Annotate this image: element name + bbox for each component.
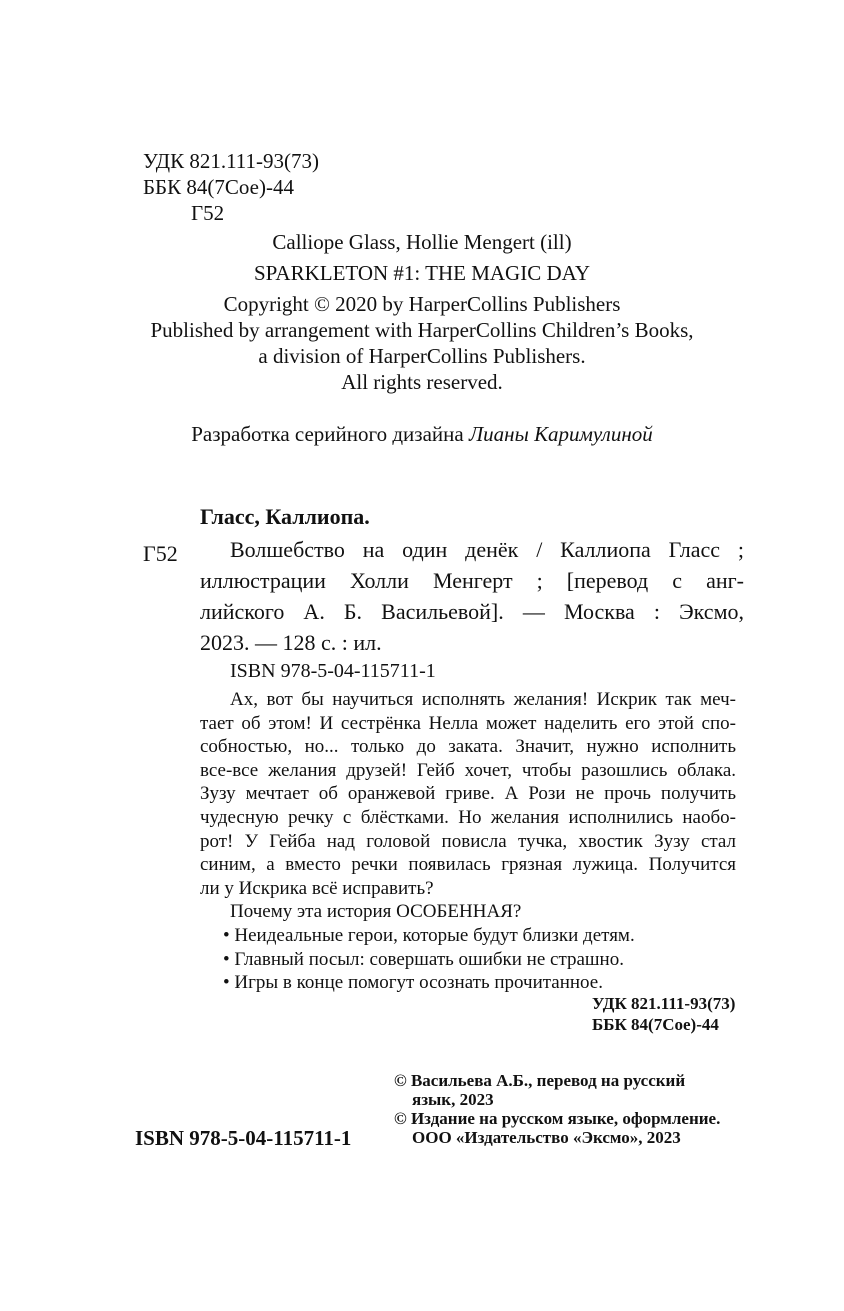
bibliographic-line: Волшебство на один денёк / Каллиопа Гласс ; xyxy=(230,537,744,562)
copyright-notice: © Издание на русском языке, оформление. xyxy=(394,1109,721,1128)
author-heading: Гласс, Каллиопа. xyxy=(200,504,370,529)
design-credit xyxy=(0,422,844,447)
original-authors: Calliope Glass, Hollie Mengert (ill) xyxy=(272,230,572,254)
annotation-line: все-все желания друзей! Гейб хочет, чтобы разошлись облака. xyxy=(200,759,736,781)
design-credit-text: Разработка серийного дизайна xyxy=(191,422,469,446)
annotation-line: собностью, но... только до заката. Значит, нужно исполнить xyxy=(200,736,736,758)
annotation-bullet: • Главный посыл: совершать ошибки не страшно. xyxy=(223,948,624,970)
copyright-notice: © Васильева А.Б., перевод на русский xyxy=(394,1071,686,1090)
isbn-record: ISBN 978-5-04-115711-1 xyxy=(230,660,436,682)
annotation-bullet: • Неидеальные герои, которые будут близки детям. xyxy=(223,924,635,946)
bbk-code: ББК 84(7Сое)-44 xyxy=(143,175,294,199)
bibliographic-description xyxy=(200,534,744,658)
bibliographic-line: иллюстрации Холли Менгерт ; [перевод с анг- xyxy=(200,568,744,593)
copyright-notices xyxy=(394,1071,720,1147)
annotation-line: Ах, вот бы научиться исполнять желания! Искрик так меч- xyxy=(230,689,736,710)
annotation-line: чудесную речку с блёстками. Но желания исполнились наобо- xyxy=(200,806,736,828)
bibliographic-mark: Г52 xyxy=(143,541,178,566)
annotation-line: рот! У Гейба над головой повисла тучка, хвостик Зузу стал xyxy=(200,830,736,852)
copyright-notice-cont: ООО «Издательство «Эксмо», 2023 xyxy=(412,1128,681,1147)
publisher-arrangement: Published by arrangement with HarperCollins Children’s Books, xyxy=(150,318,694,342)
udk-code: УДК 821.111-93(73) xyxy=(592,994,736,1013)
udk-code: УДК 821.111-93(73) xyxy=(143,149,319,173)
annotation-line: ли у Искрика всё исправить? xyxy=(200,877,434,899)
annotation-line: синим, а вместо речки появилась грязная лужица. Получится xyxy=(200,854,736,876)
copyright-notice-cont: язык, 2023 xyxy=(412,1090,494,1109)
bibliographic-line: лийского А. Б. Васильевой]. — Москва : Эксмо, xyxy=(200,599,744,624)
bbk-code: ББК 84(7Сое)-44 xyxy=(592,1015,719,1034)
classification-codes-bottom xyxy=(592,993,735,1035)
annotation xyxy=(200,688,736,995)
copyright-line: Copyright © 2020 by HarperCollins Publishers xyxy=(223,292,621,316)
isbn-bottom: ISBN 978-5-04-115711-1 xyxy=(135,1126,352,1150)
classification-codes-top xyxy=(143,148,319,226)
annotation-line: тает об этом! И сестрёнка Нелла может наделить его этой спо- xyxy=(200,712,736,734)
bibliographic-line: 2023. — 128 с. : ил. xyxy=(200,630,382,655)
rights-reserved: All rights reserved. xyxy=(341,370,503,394)
author-mark: Г52 xyxy=(191,201,225,225)
publisher-division: a division of HarperCollins Publishers. xyxy=(258,344,586,368)
designer-name: Лианы Каримулиной xyxy=(468,422,653,446)
annotation-bullet: • Игры в конце помогут осознать прочитанное. xyxy=(223,972,603,994)
annotation-line: Зузу мечтает об оранжевой гриве. А Рози не прочь получить xyxy=(200,783,736,805)
annotation-question: Почему эта история ОСОБЕННАЯ? xyxy=(230,901,522,923)
original-title: SPARKLETON #1: THE MAGIC DAY xyxy=(253,261,591,285)
